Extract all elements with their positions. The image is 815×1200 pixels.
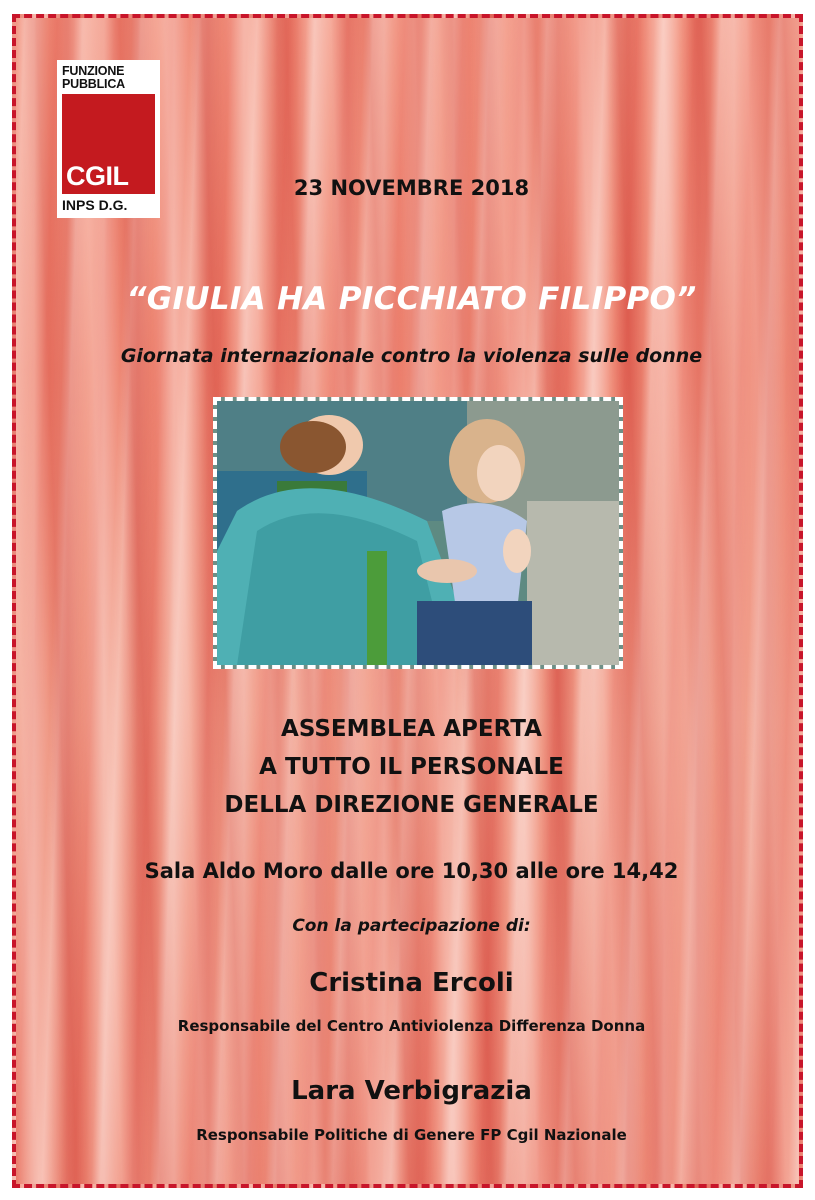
logo-unit: INPS D.G.: [62, 197, 128, 213]
participation-label: Con la partecipazione di:: [292, 916, 531, 936]
venue-time: Sala Aldo Moro dalle ore 10,30 alle ore 14,42: [144, 859, 679, 883]
assembly-line-3: DELLA DIREZIONE GENERALE: [224, 792, 599, 818]
event-title: “GIULIA HA PICCHIATO FILIPPO”: [126, 281, 697, 317]
children-photo-illustration: [217, 401, 619, 665]
event-date: 23 NOVEMBRE 2018: [293, 176, 530, 200]
assembly-line-1: ASSEMBLEA APERTA: [281, 716, 542, 742]
speaker-name: Cristina Ercoli: [309, 968, 514, 998]
speaker-role: Responsabile del Centro Antiviolenza Differenza Donna: [177, 1017, 646, 1035]
assembly-block: [16, 710, 803, 824]
event-subtitle: Giornata internazionale contro la violenza sulle donne: [120, 345, 703, 367]
children-photo-icon: [213, 397, 623, 669]
speaker-role: Responsabile Politiche di Genere FP Cgil Nazionale: [196, 1126, 627, 1144]
logo-line-pubblica: PUBBLICA: [62, 77, 125, 91]
assembly-line-2: A TUTTO IL PERSONALE: [259, 754, 564, 780]
logo-cgil-mark: CGIL: [66, 161, 129, 191]
poster: [12, 14, 803, 1188]
speaker-name: Lara Verbigrazia: [291, 1076, 532, 1106]
logo-line-funzione: FUNZIONE: [62, 64, 125, 78]
